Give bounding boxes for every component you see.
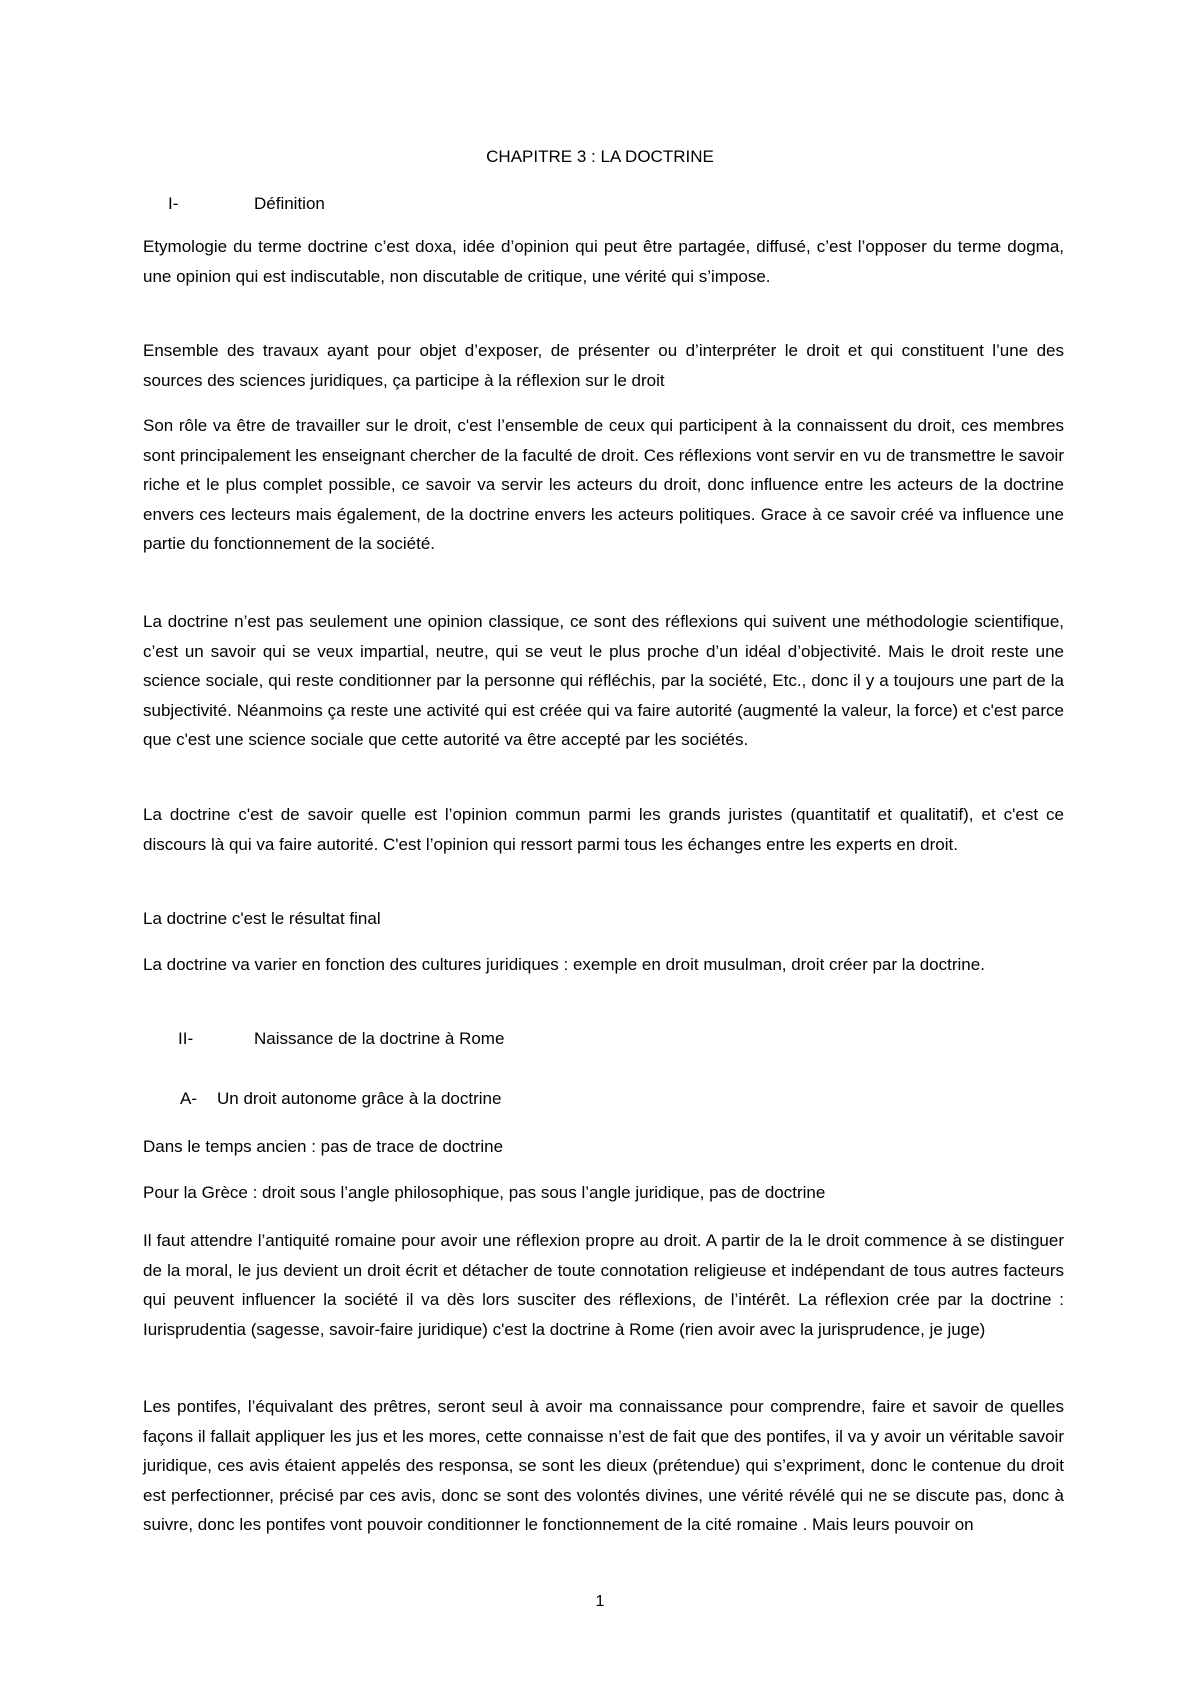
paragraph-cultures-juridiques: La doctrine va varier en fonction des cultures juridiques : exemple en droit musulman, droit créer par la doctrine. <box>143 955 985 974</box>
line-temps-ancien: Dans le temps ancien : pas de trace de doctrine <box>143 1137 504 1156</box>
section-label: Définition <box>254 194 325 213</box>
paragraph-resultat-final: La doctrine c'est le résultat final <box>143 909 381 928</box>
section-number: I- <box>168 194 179 213</box>
paragraph-etymology: Etymologie du terme doctrine c’est doxa, idée d’opinion qui peut être partagée, diffusé, c’est l’opposer du terme dogma, une opinion qui est indiscutable, non discutable de critique, une vérité qui s’impose. <box>143 237 1064 286</box>
subsection-number: A- <box>180 1089 197 1108</box>
page-number: 1 <box>595 1593 605 1610</box>
paragraph-methodologie: La doctrine n’est pas seulement une opinion classique, ce sont des réflexions qui suivent une méthodologie scientifique, c’est un savoir qui se veux impartial, neutre, qui se veut le plus proche d’un idéal d’objectivité. Mais le droit reste une science sociale, qui reste conditionner par la personne qui réfléchis, par la société, Etc., donc il y a toujours une part de la subjectivité. Néanmoins ça reste une activité qui est créée qui va faire autorité (augmenté la valeur, la force) et c'est parce que c'est une science sociale que cette autorité va être accepté par les sociétés. <box>143 612 1064 749</box>
paragraph-role: Son rôle va être de travailler sur le droit, c'est l’ensemble de ceux qui participent à la connaissent du droit, ces membres sont principalement les enseignant chercher de la faculté de droit. Ces réflexions vont servir en vu de transmettre le savoir riche et le plus complet possible, ce savoir va servir les acteurs du droit, donc influence entre les acteurs de la doctrine envers ces lecteurs mais également, de la doctrine envers les acteurs politiques. Grace à ce savoir créé va influence une partie du fonctionnement de la société. <box>143 416 1064 553</box>
section-number: II- <box>178 1029 194 1048</box>
line-grece: Pour la Grèce : droit sous l’angle philosophique, pas sous l’angle juridique, pas de doctrine <box>143 1183 826 1202</box>
chapter-title: CHAPITRE 3 : LA DOCTRINE <box>486 147 714 166</box>
paragraph-ensemble: Ensemble des travaux ayant pour objet d’exposer, de présenter ou d’interpréter le droit et qui constituent l’une des sources des sciences juridiques, ça participe à la réflexion sur le droit <box>143 341 1064 390</box>
section-label: Naissance de la doctrine à Rome <box>254 1029 505 1048</box>
subsection-label: Un droit autonome grâce à la doctrine <box>217 1089 502 1108</box>
paragraph-antiquite-romaine: Il faut attendre l’antiquité romaine pour avoir une réflexion propre au droit. A partir de la le droit commence à se distinguer de la moral, le jus devient un droit écrit et détacher de toute connotation religieuse et indépendant de tous autres facteurs qui peuvent influencer la société il va dès lors susciter des réflexions, de l’intérêt. La réflexion crée par la doctrine : Iurisprudentia (sagesse, savoir-faire juridique) c'est la doctrine à Rome (rien avoir avec la jurisprudence, je juge) <box>143 1231 1064 1339</box>
paragraph-pontifes: Les pontifes, l’équivalant des prêtres, seront seul à avoir ma connaissance pour comprendre, faire et savoir de quelles façons il fallait appliquer les jus et les mores, cette connaisse n’est de fait que des pontifes, il va y avoir un véritable savoir juridique, ces avis étaient appelés des responsa, se sont les dieux (prétendue) qui s’expriment, donc le contenue du droit est perfectionner, précisé par ces avis, donc se sont des volontés divines, une vérité révélé qui ne se discute pas, donc à suivre, donc les pontifes vont pouvoir conditionner le fonctionnement de la cité romaine . Mais leurs pouvoir on <box>143 1397 1064 1534</box>
paragraph-opinion-commun: La doctrine c'est de savoir quelle est l’opinion commun parmi les grands juristes (quantitatif et qualitatif), et c'est ce discours là qui va faire autorité. C'est l’opinion qui ressort parmi tous les échanges entre les experts en droit. <box>143 805 1064 854</box>
